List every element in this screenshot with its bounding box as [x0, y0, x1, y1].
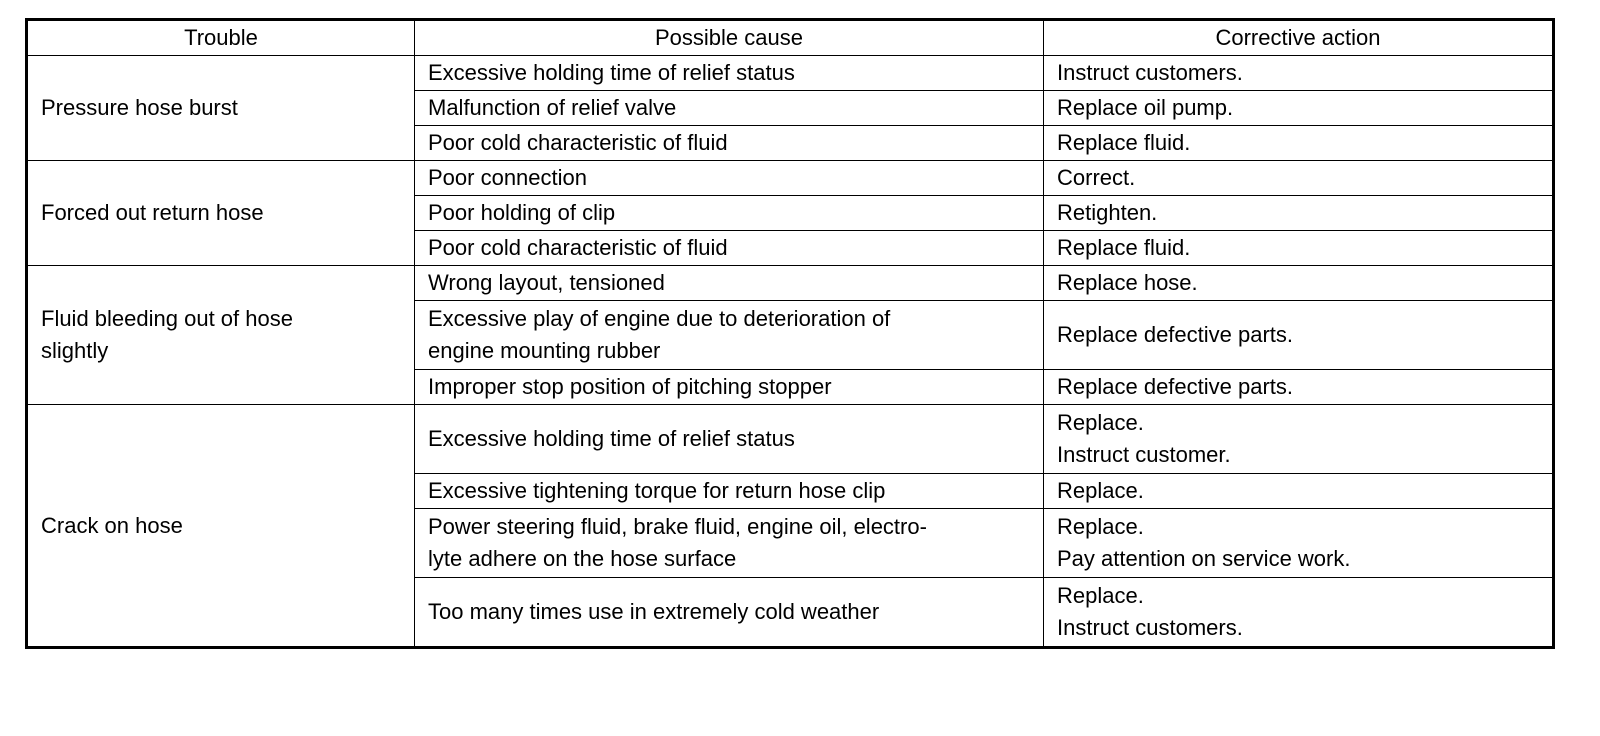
action-cell: Replace defective parts.	[1044, 301, 1554, 370]
action-cell: Replace fluid.	[1044, 231, 1554, 266]
cause-cell: Excessive play of engine due to deterioration of engine mounting rubber	[415, 301, 1044, 370]
cause-cell: Wrong layout, tensioned	[415, 266, 1044, 301]
cause-cell: Excessive holding time of relief status	[415, 405, 1044, 474]
header-corrective-action: Corrective action	[1044, 20, 1554, 56]
action-cell: Retighten.	[1044, 196, 1554, 231]
action-cell: Correct.	[1044, 161, 1554, 196]
trouble-cell: Pressure hose burst	[27, 56, 415, 161]
trouble-cell: Crack on hose	[27, 405, 415, 648]
cause-cell: Too many times use in extremely cold weather	[415, 578, 1044, 648]
trouble-cell: Forced out return hose	[27, 161, 415, 266]
troubleshooting-table-container	[25, 18, 1555, 649]
action-cell: Replace.	[1044, 474, 1554, 509]
cause-cell: Poor cold characteristic of fluid	[415, 126, 1044, 161]
trouble-cell: Fluid bleeding out of hose slightly	[27, 266, 415, 405]
header-trouble: Trouble	[27, 20, 415, 56]
cause-cell: Poor holding of clip	[415, 196, 1044, 231]
action-cell: Replace fluid.	[1044, 126, 1554, 161]
table-row	[27, 56, 1554, 91]
table-row	[27, 405, 1554, 474]
cause-cell: Excessive holding time of relief status	[415, 56, 1044, 91]
cause-cell: Excessive tightening torque for return hose clip	[415, 474, 1044, 509]
action-cell: Replace. Instruct customer.	[1044, 405, 1554, 474]
table-row	[27, 161, 1554, 196]
cause-cell: Malfunction of relief valve	[415, 91, 1044, 126]
action-cell: Instruct customers.	[1044, 56, 1554, 91]
header-possible-cause: Possible cause	[415, 20, 1044, 56]
action-cell: Replace defective parts.	[1044, 370, 1554, 405]
cause-cell: Power steering fluid, brake fluid, engine oil, electro- lyte adhere on the hose surface	[415, 509, 1044, 578]
cause-cell: Improper stop position of pitching stopper	[415, 370, 1044, 405]
troubleshooting-table	[25, 18, 1555, 649]
action-cell: Replace hose.	[1044, 266, 1554, 301]
cause-cell: Poor connection	[415, 161, 1044, 196]
cause-cell: Poor cold characteristic of fluid	[415, 231, 1044, 266]
action-cell: Replace. Instruct customers.	[1044, 578, 1554, 648]
action-cell: Replace oil pump.	[1044, 91, 1554, 126]
action-cell: Replace. Pay attention on service work.	[1044, 509, 1554, 578]
table-row	[27, 266, 1554, 301]
table-header-row	[27, 20, 1554, 56]
